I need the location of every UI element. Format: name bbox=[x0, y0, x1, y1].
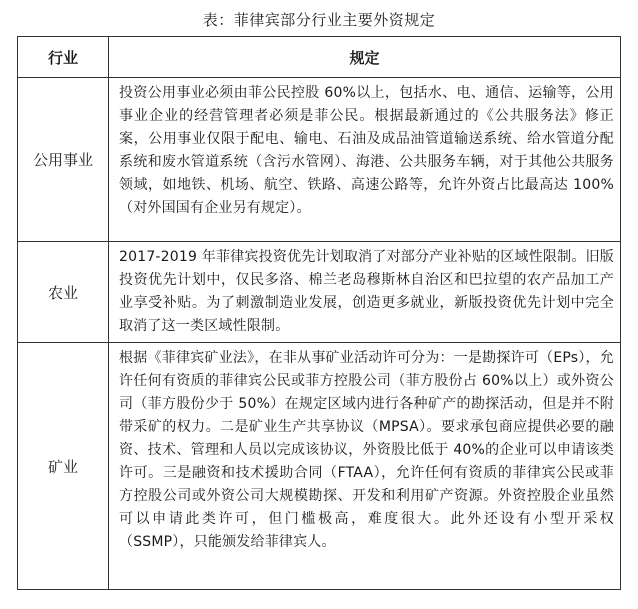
regulation-cell: 投资公用事业必须由菲公民控股 60%以上，包括水、电、通信、运输等，公用事业企业的经营管理者必须是菲公民。根据最新通过的《公共服务法》修正案，公用事业仅限于配电、输电、石油及成品油管道输送系统、给水管道分配系统和废水管道系统（含污水管网）、海港、公共服务车辆，对于其他公共服务领域，如地铁、机场、航空、铁路、高速公路等，允许外资占比最高达 100%（对外国国有企业另有规定）。 bbox=[109, 78, 621, 242]
regulation-cell: 根据《菲律宾矿业法》，在非从事矿业活动许可分为：一是勘探许可（EPs），允许任何有资质的菲律宾公民或菲方控股公司（菲方股份占 60%以上）或外资公司（菲方股份少于 50%）在规定区域内进行各种矿产的勘探活动，但是并不附带采矿的权力。二是矿业生产共享协议（MPSA）。要求承包商应提供必要的融资、技术、管理和人员以完成该协议，外资股比低于 40%的企业可以申请该类许可。三是融资和技术援助合同（FTAA），允许任何有资质的菲律宾公民或菲方控股公司或外资公司大规模勘探、开发和利用矿产资源。外资控股企业虽然可以申请此类许可，但门槛极高，难度很大。此外还设有小型开采权（SSMP），只能颁发给菲律宾人。 bbox=[109, 343, 621, 590]
table-row bbox=[18, 343, 621, 590]
table-header-row bbox=[18, 37, 621, 78]
regulation-cell: 2017-2019 年菲律宾投资优先计划取消了对部分产业补贴的区域性限制。旧版投资优先计划中，仅民多洛、棉兰老岛穆斯林自治区和巴拉望的农产品加工产业享受补贴。为了刺激制造业发展，创造更多就业，新版投资优先计划中完全取消了这一类区域性限制。 bbox=[109, 242, 621, 343]
regulations-table bbox=[17, 36, 621, 590]
header-regulation: 规定 bbox=[109, 37, 621, 78]
table-row bbox=[18, 242, 621, 343]
header-industry: 行业 bbox=[18, 37, 109, 78]
table-row bbox=[18, 78, 621, 242]
industry-cell: 公用事业 bbox=[18, 78, 109, 242]
table-caption: 表：菲律宾部分行业主要外资规定 bbox=[202, 11, 436, 29]
industry-cell: 矿业 bbox=[18, 343, 109, 590]
industry-cell: 农业 bbox=[18, 242, 109, 343]
